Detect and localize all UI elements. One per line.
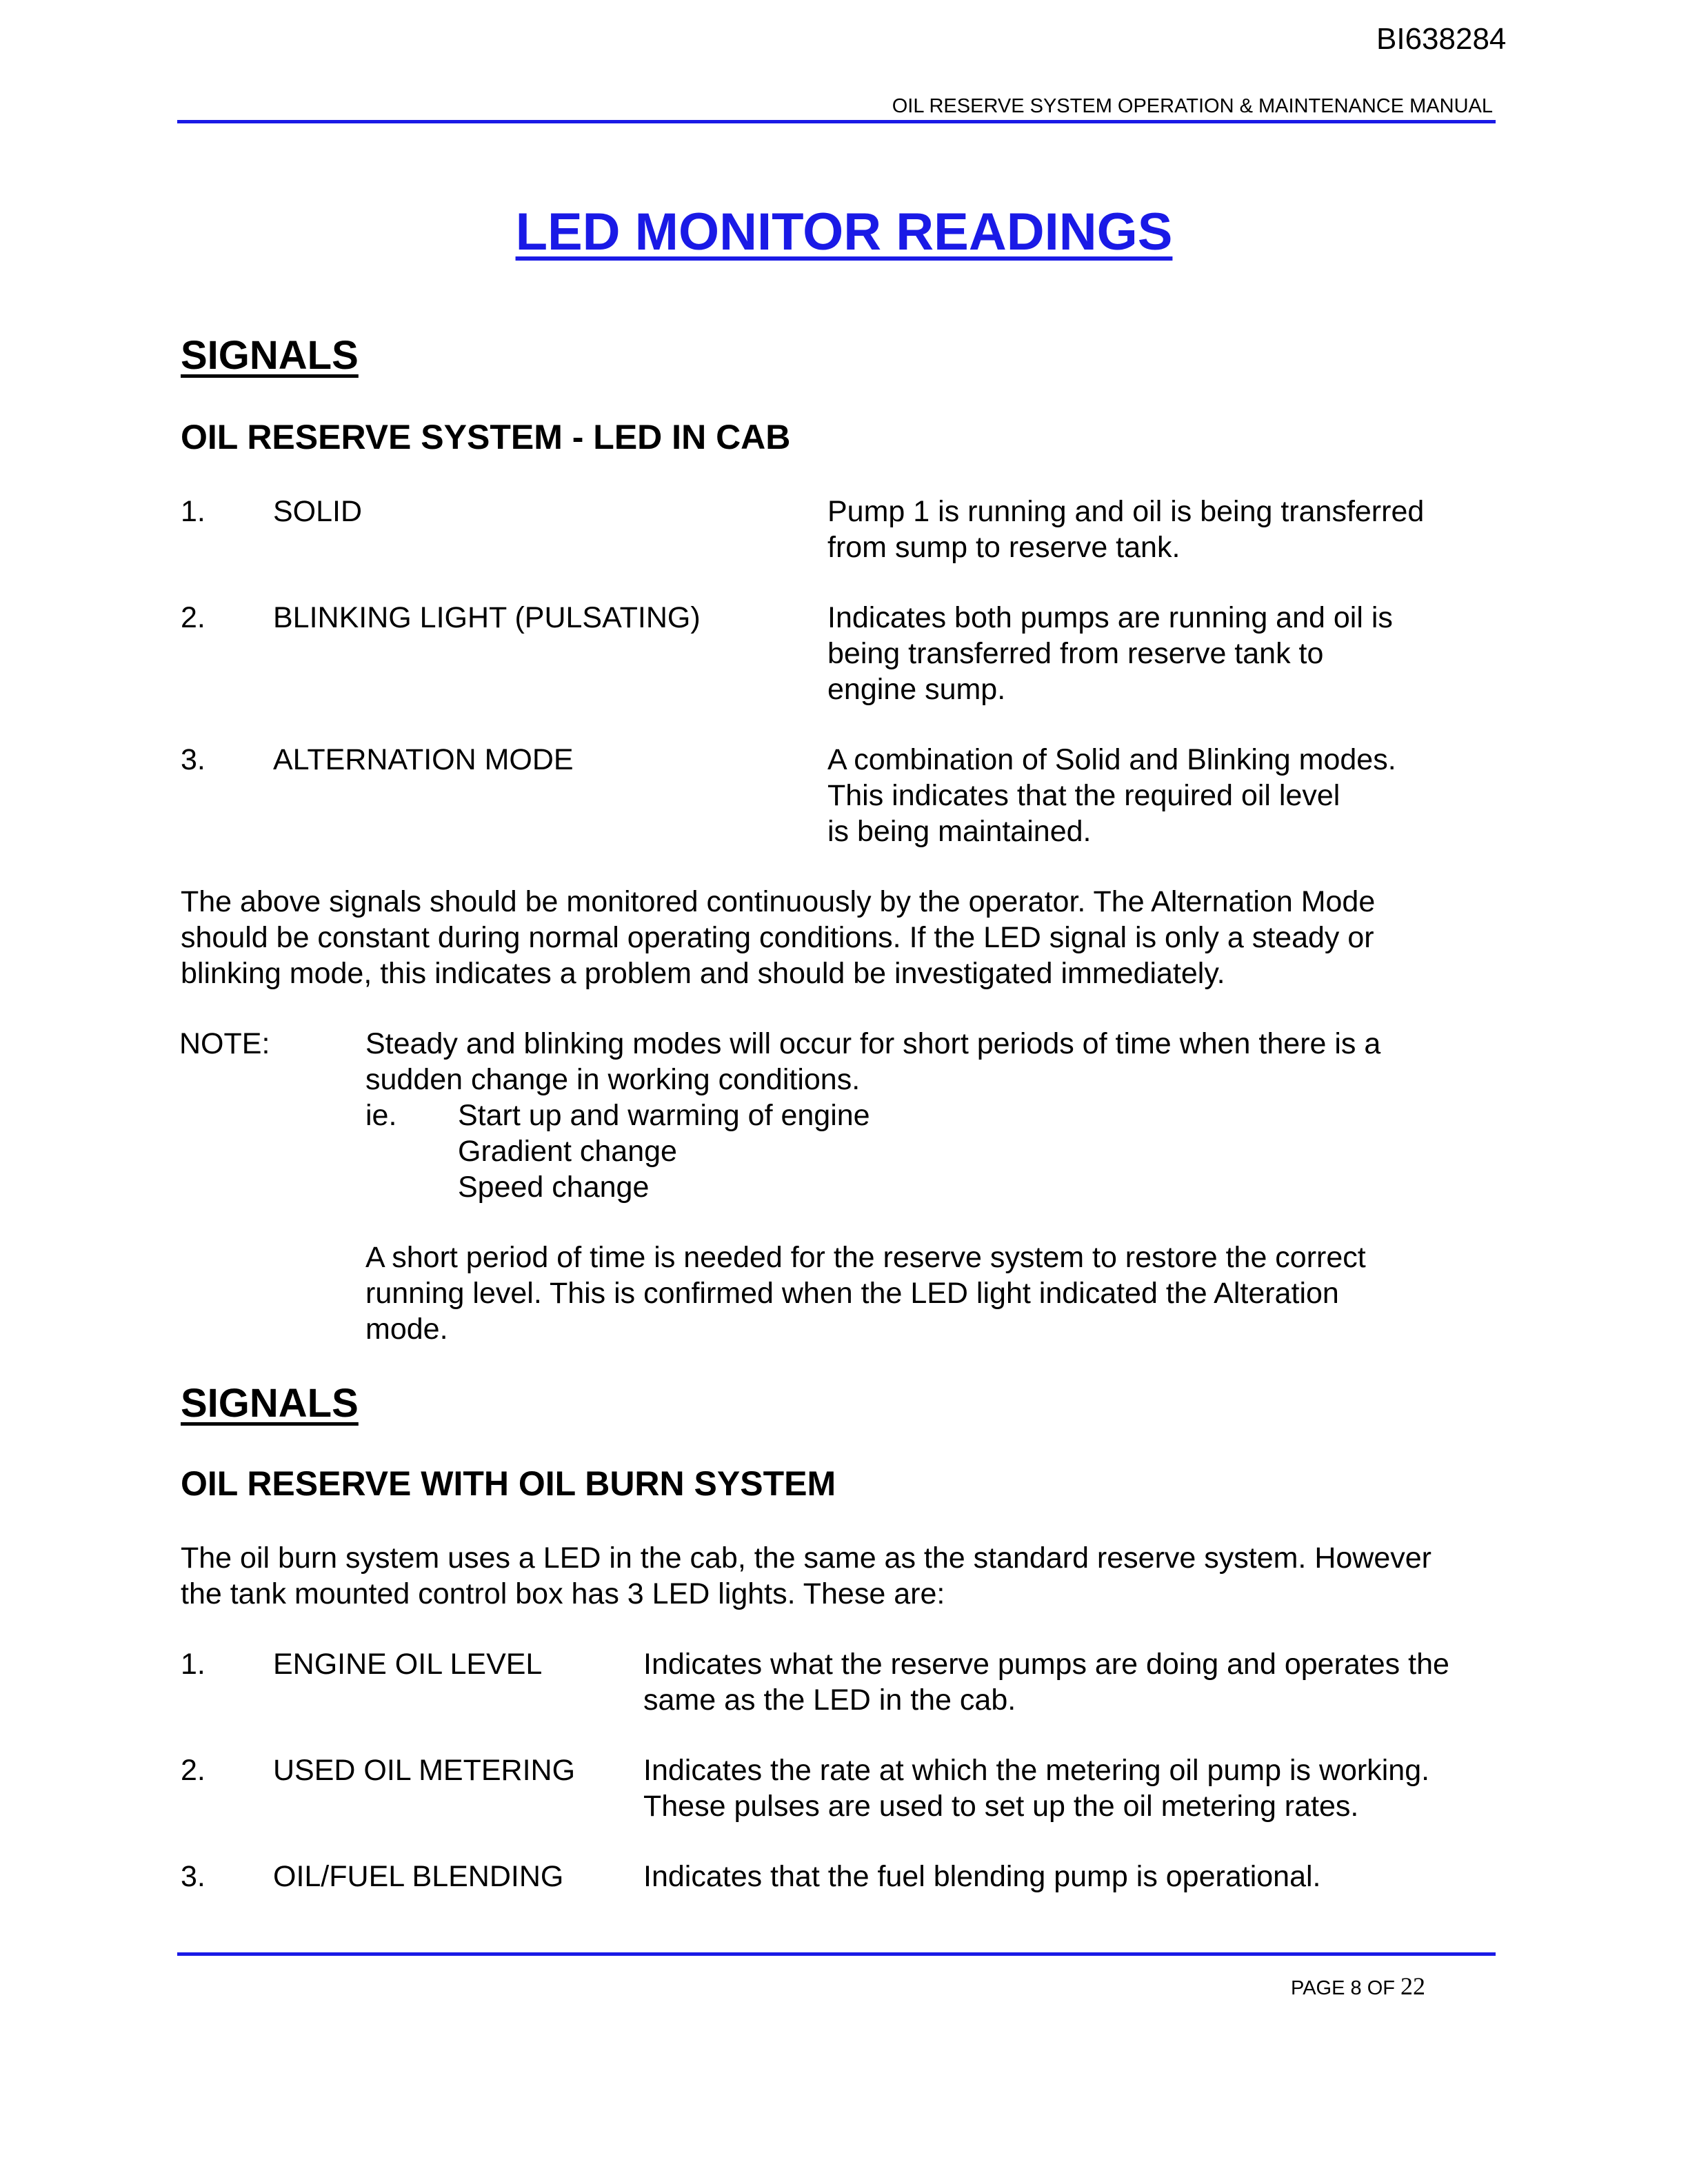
- item-label: SOLID: [273, 495, 363, 528]
- item-description: A combination of Solid and Blinking modes. This indicates that the required oil level is being maintained.: [827, 743, 1396, 848]
- section1-heading: SIGNALS: [181, 333, 359, 378]
- note-followup: A short period of time is needed for the reserve system to restore the correct running level. This is confirmed when the LED light indicated the Alteration mode.: [365, 1241, 1366, 1346]
- item-number: 2.: [181, 1754, 205, 1787]
- page-number: PAGE 8 OF 22: [1291, 1972, 1426, 2000]
- header-rule: [177, 120, 1496, 123]
- list-item: Speed change: [458, 1171, 650, 1204]
- manual-title: OIL RESERVE SYSTEM OPERATION & MAINTENANCE MANUAL: [892, 95, 1493, 117]
- list-item: Start up and warming of engine: [458, 1099, 870, 1132]
- section2-subheading: OIL RESERVE WITH OIL BURN SYSTEM: [181, 1464, 836, 1503]
- item-label: USED OIL METERING: [273, 1754, 576, 1787]
- section1-paragraph: The above signals should be monitored continuously by the operator. The Alternation Mode should be constant during normal operating conditions. If the LED signal is only a steady or blinking mode, this indicates a problem and should be investigated immediately.: [181, 885, 1376, 990]
- item-label: BLINKING LIGHT (PULSATING): [273, 601, 701, 634]
- ie-label: ie.: [365, 1099, 397, 1132]
- footer-rule: [177, 1952, 1496, 1956]
- item-description: Indicates what the reserve pumps are doing and operates the same as the LED in the cab.: [643, 1648, 1449, 1717]
- list-item: Gradient change: [458, 1135, 677, 1168]
- item-number: 1.: [181, 1648, 205, 1681]
- page-title: LED MONITOR READINGS: [515, 203, 1173, 261]
- ie-list: [458, 1098, 870, 1205]
- item-description: Indicates the rate at which the metering oil pump is working. These pulses are used to set up the oil metering rates.: [643, 1754, 1430, 1823]
- item-number: 3.: [181, 743, 205, 776]
- document-id: BI638284: [1376, 22, 1507, 56]
- note-text: Steady and blinking modes will occur for short periods of time when there is a sudden change in working conditions.: [365, 1027, 1381, 1096]
- note-label: NOTE:: [179, 1027, 270, 1060]
- section2-paragraph: The oil burn system uses a LED in the cab, the same as the standard reserve system. However the tank mounted control box has 3 LED lights. These are:: [181, 1541, 1431, 1610]
- item-description: Pump 1 is running and oil is being transferred from sump to reserve tank.: [827, 495, 1425, 564]
- item-description: Indicates both pumps are running and oil is being transferred from reserve tank to engine sump.: [827, 601, 1393, 706]
- item-number: 3.: [181, 1860, 205, 1893]
- item-label: ALTERNATION MODE: [273, 743, 574, 776]
- section2-heading: SIGNALS: [181, 1381, 359, 1426]
- item-number: 2.: [181, 601, 205, 634]
- item-label: OIL/FUEL BLENDING: [273, 1860, 564, 1893]
- item-label: ENGINE OIL LEVEL: [273, 1648, 543, 1681]
- item-description: Indicates that the fuel blending pump is operational.: [643, 1860, 1321, 1893]
- item-number: 1.: [181, 495, 205, 528]
- section1-subheading: OIL RESERVE SYSTEM - LED IN CAB: [181, 418, 791, 456]
